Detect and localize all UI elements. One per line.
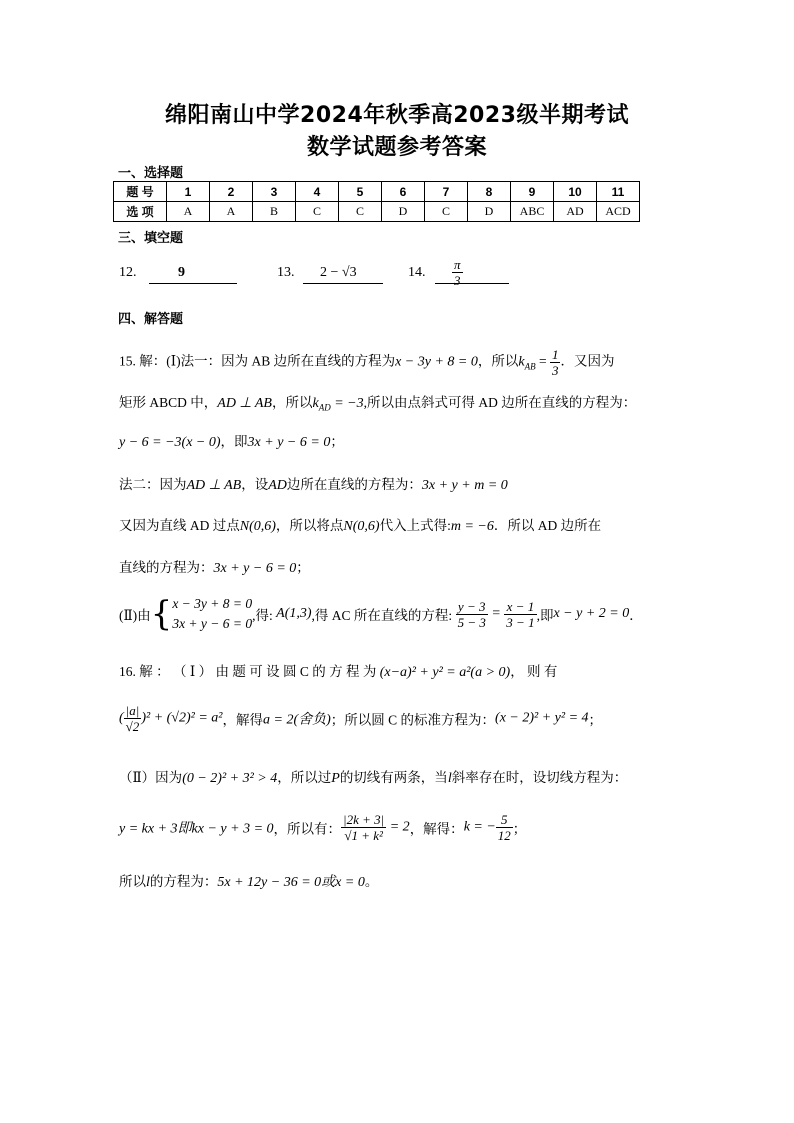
table-cell: 11 — [597, 182, 640, 202]
table-cell: 4 — [296, 182, 339, 202]
equation-system: x − 3y + 8 = 0 3x + y − 6 = 0 — [172, 596, 253, 631]
table-cell: A — [210, 202, 253, 222]
table-cell: 1 — [167, 182, 210, 202]
q14-answer-fraction — [452, 257, 463, 288]
q16-line-1: 16. 解 ： （ Ⅰ ） 由 题 可 设 圆 C 的 方 程 为 (x−a)² + y² = a²(a > 0)， 则 有 — [119, 664, 558, 680]
fraction: $\frac{x - 1}{3 - 1}$ — [506, 598, 535, 630]
document-title: 绵阳南山中学2024年秋季高2023级半期考试 — [165, 103, 629, 128]
q13-answer: 2 − √3 — [320, 265, 357, 284]
q16-line-3: （Ⅱ）因为(0 − 2)² + 3² > 4，所以过P的切线有两条，当l斜率存在时，设切线方程为： — [119, 770, 628, 786]
fraction: $\frac{|a|}{√2}$ — [125, 703, 140, 734]
q15-line-5: 又因为直线 AD 过点N(0,6)，所以将点N(0,6)代入上式得:m = −6．所以 AD 边所在 — [119, 518, 602, 534]
table-row-answers — [114, 202, 640, 222]
table-cell: D — [468, 202, 511, 222]
table-cell: 9 — [511, 182, 554, 202]
table-cell: C — [296, 202, 339, 222]
q15-line-6: 直线的方程为：3x + y − 6 = 0； — [119, 560, 310, 576]
section-solution-heading: 四、解答题 — [118, 312, 184, 327]
table-cell: 2 — [210, 182, 253, 202]
q14-label: 14. — [408, 265, 426, 280]
table-row-numbers — [114, 182, 640, 202]
brace-symbol: { — [150, 594, 173, 634]
fraction: $\frac{5}{12}$ — [497, 812, 511, 843]
q14-numerator: π — [454, 257, 461, 272]
q15-line-7: (Ⅱ)由{ x − 3y + 8 = 0 3x + y − 6 = 0 ,得: A(1,3),得 AC 所在直线的方程: $\frac{y - 3}{5 - 3}$ = $\frac{x - 1}{3 - 1}$ ,即x − y + 2 = 0． — [119, 594, 643, 634]
fraction: $\frac{y - 3}{5 - 3}$ — [457, 598, 486, 630]
q14-denominator: 3 — [454, 273, 461, 288]
q12-underline — [149, 283, 237, 284]
q15-line-1: 15. 解：(Ⅰ)法一：因为 AB 边所在直线的方程为x − 3y + 8 = 0，所以$k_{AB}$ = $\frac{1}{3}$ ．又因为 — [119, 347, 615, 378]
table-cell: ABC — [511, 202, 554, 222]
document-subtitle: 数学试题参考答案 — [306, 135, 487, 160]
fraction: $\frac{1}{3}$ — [551, 347, 559, 378]
q16-line-2: ( $\frac{|a|}{√2}$ )² + (√2)² = a²，解得a = 2(舍负)；所以圆 C 的标准方程为：(x − 2)² + y² = 4； — [119, 703, 603, 734]
table-cell: D — [382, 202, 425, 222]
table-cell: 7 — [425, 182, 468, 202]
table-cell: C — [339, 202, 382, 222]
q16-line-4: y = kx + 3即kx − y + 3 = 0，所以有： $\frac{|2k + 3|}{\text{√1 + k²}}$ = 2，解得：k = − $\frac{5}{12}$ ； — [119, 812, 527, 843]
table-cell: B — [253, 202, 296, 222]
table-cell: 8 — [468, 182, 511, 202]
table-cell: ACD — [597, 202, 640, 222]
fraction: $\frac{|2k + 3|}{\text{√1 + k²}}$ — [343, 812, 385, 843]
table-cell: 3 — [253, 182, 296, 202]
table-row-label: 选 项 — [114, 202, 167, 222]
table-cell: 6 — [382, 182, 425, 202]
table-cell: 10 — [554, 182, 597, 202]
q14-underline — [435, 283, 509, 284]
q15-line-4: 法二：因为AD ⊥ AB，设AD边所在直线的方程为：3x + y + m = 0 — [119, 477, 508, 493]
q16-line-5: 所以l的方程为：5x + 12y − 36 = 0或x = 0。 — [119, 874, 379, 890]
q15-line-2: 矩形 ABCD 中，AD ⊥ AB，所以$k_{AD} = -3$,所以由点斜式可得 AD 边所在直线的方程为： — [119, 395, 637, 413]
q15-line-3: y − 6 = −3(x − 0)，即3x + y − 6 = 0； — [119, 434, 344, 450]
section-choice-heading: 一、选择题 — [118, 166, 184, 181]
table-cell: A — [167, 202, 210, 222]
table-cell: AD — [554, 202, 597, 222]
q12-label: 12. — [119, 265, 137, 280]
q13-label: 13. — [277, 265, 295, 280]
answer-table — [113, 181, 640, 222]
table-cell: 5 — [339, 182, 382, 202]
table-row-label: 题 号 — [114, 182, 167, 202]
section-fill-heading: 三、填空题 — [118, 231, 184, 246]
table-cell: C — [425, 202, 468, 222]
q12-answer: 9 — [178, 265, 185, 280]
